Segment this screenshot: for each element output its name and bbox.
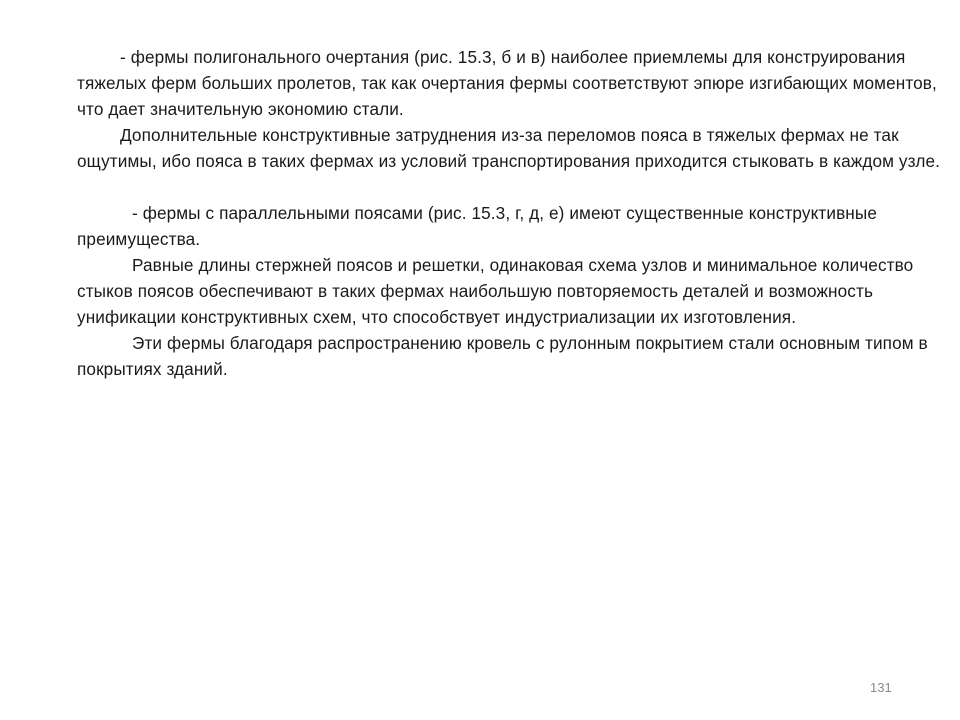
page-number: 131	[870, 680, 892, 695]
slide-body	[77, 44, 949, 382]
paragraph-parallel-chord-trusses: - фермы с параллельными поясами (рис. 15.3, г, д, е) имеют существенные конструктивные преимущества.	[77, 203, 877, 249]
paragraph-unification-advantages: Равные длины стержней поясов и решетки, одинаковая схема узлов и минимальное количество стыков поясов обеспечивают в таких фермах наибольшую повторяемость деталей и возможность унификации конструктивных схем, что способствует индустриализации их изготовления.	[77, 255, 914, 327]
paragraph-main-roof-type: Эти фермы благодаря распространению кровель с рулонным покрытием стали основным типом в покрытиях зданий.	[77, 333, 928, 379]
paragraph-construction-difficulties: Дополнительные конструктивные затруднения из-за переломов пояса в тяжелых фермах не так ощутимы, ибо пояса в таких фермах из условий транспортирования приходится стыковать в каждом узле.	[77, 125, 941, 171]
paragraph-spacer	[77, 174, 949, 200]
paragraph-polygonal-trusses: - фермы полигонального очертания (рис. 15.3, б и в) наиболее приемлемы для конструирования тяжелых ферм больших пролетов, так как очертания фермы соответствуют эпюре изгибающих моментов, что дает значительную экономию стали.	[77, 47, 937, 119]
